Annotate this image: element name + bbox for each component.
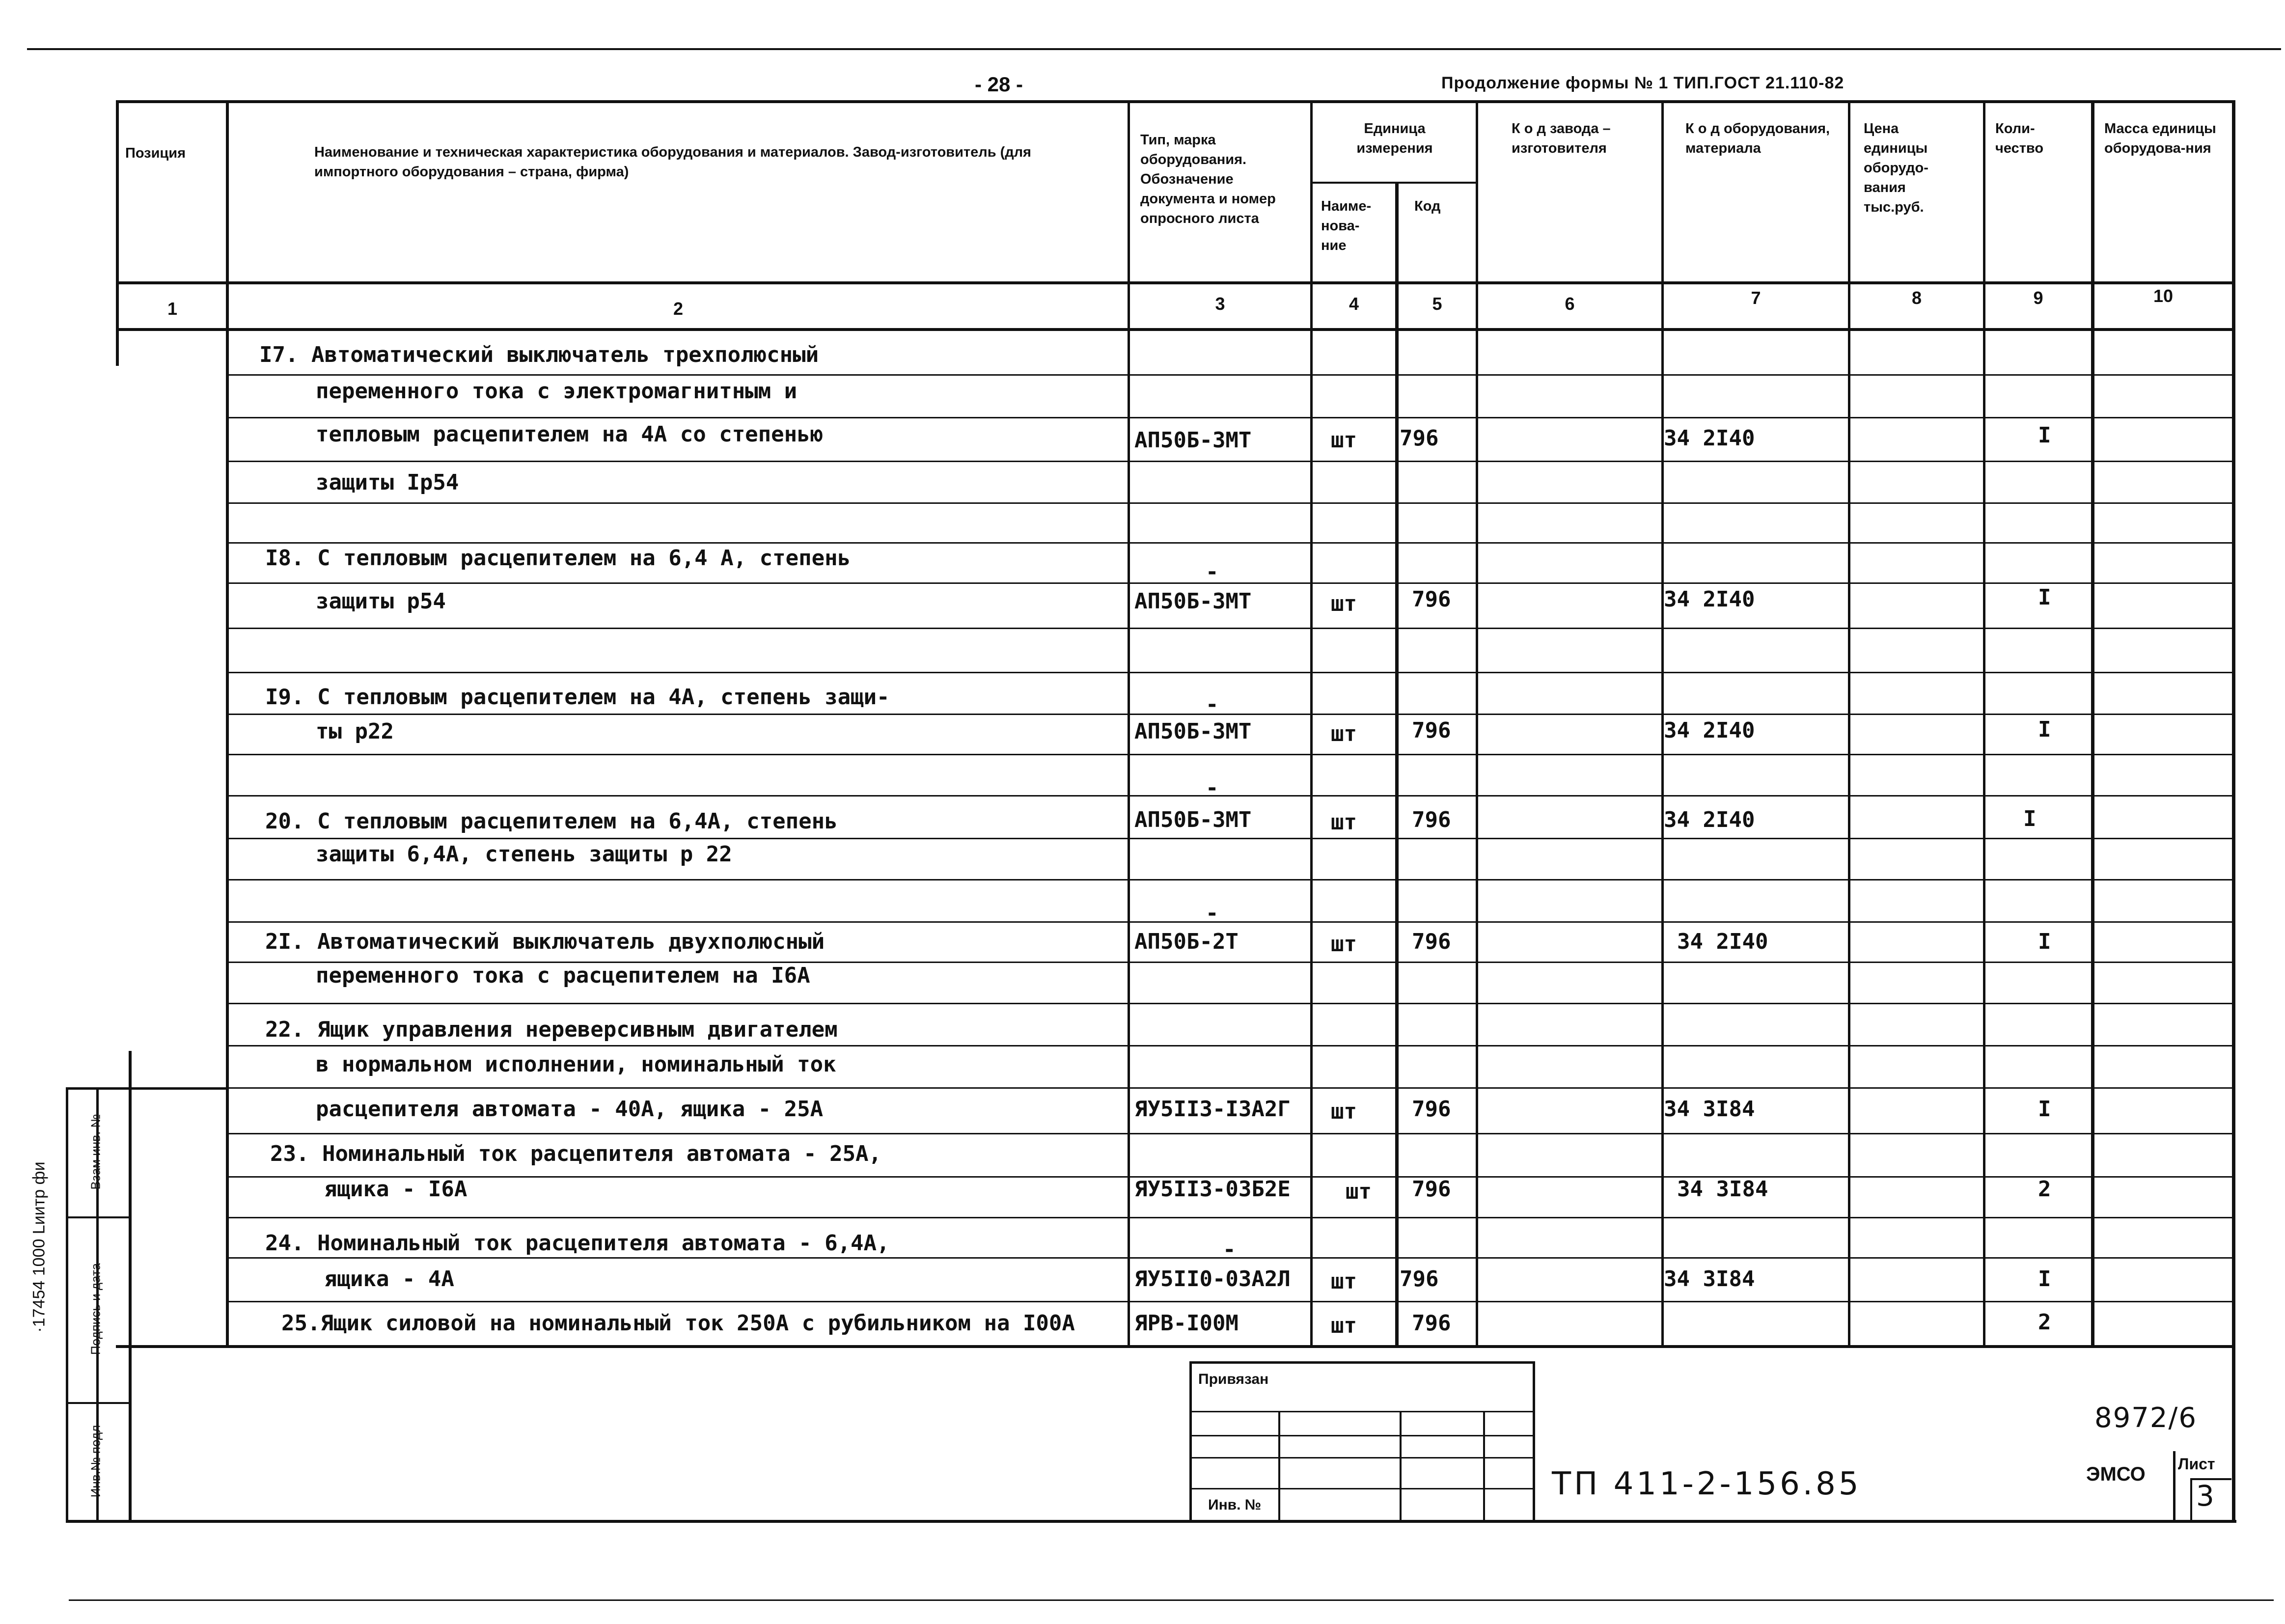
column-number: 5 bbox=[1432, 294, 1442, 314]
column-number: 1 bbox=[167, 299, 178, 319]
row-type: АП50Б-3МТ bbox=[1134, 589, 1252, 614]
header-factory-code: К о д завода – изготовителя bbox=[1512, 121, 1611, 156]
row-name: защиты 6,4А, степень защиты р 22 bbox=[316, 842, 732, 867]
row-unit-code: 796 bbox=[1412, 1311, 1451, 1336]
row-unit: шт bbox=[1331, 932, 1357, 957]
row-name: защиты Ip54 bbox=[316, 470, 459, 495]
row-unit-code: 796 bbox=[1412, 1097, 1451, 1122]
row-name: переменного тока с электромагнитным и bbox=[316, 379, 798, 404]
column-number: 2 bbox=[673, 299, 684, 319]
row-unit-code: 796 bbox=[1400, 426, 1439, 451]
row-name: I9. С тепловым расцепителем на 4А, степень защи- bbox=[265, 685, 890, 710]
header-unit-price: Цена единицы оборудо-вания тыс.руб. bbox=[1864, 121, 1928, 215]
row-unit: шт bbox=[1331, 1269, 1357, 1294]
page-number: - 28 - bbox=[975, 73, 1023, 96]
header-type: Тип, марка оборудования. Обозначение документа и номер опросного листа bbox=[1140, 132, 1276, 226]
row-type: ЯУ5II3-I3А2Г bbox=[1134, 1097, 1291, 1122]
header-position: Позиция bbox=[125, 145, 186, 161]
row-quantity: I bbox=[2023, 806, 2037, 831]
stamp-sheet-code: ЭМСО bbox=[2086, 1463, 2146, 1485]
side-label-sign-date: Подпись и дата bbox=[88, 1263, 103, 1355]
row-name: в нормальном исполнении, номинальный ток bbox=[316, 1052, 836, 1077]
row-type: АП50Б-3МТ bbox=[1134, 807, 1252, 832]
row-equipment-code: 34 3I84 bbox=[1664, 1266, 1755, 1292]
column-number: 6 bbox=[1565, 294, 1575, 314]
side-label-vzam-inv: Взам инв. № bbox=[88, 1114, 103, 1190]
column-number: 8 bbox=[1911, 288, 1922, 308]
row-type: АП50Б-3МТ bbox=[1134, 719, 1252, 744]
row-name: 23. Номинальный ток расцепителя автомата - 25А, bbox=[270, 1141, 882, 1166]
row-type: - bbox=[1206, 692, 1219, 717]
row-quantity: I bbox=[2038, 717, 2051, 742]
row-unit: шт bbox=[1331, 1313, 1357, 1338]
row-equipment-code: 34 2I40 bbox=[1664, 718, 1755, 743]
row-quantity: I bbox=[2038, 1097, 2051, 1122]
row-name: ящика - I6А bbox=[324, 1177, 468, 1202]
row-equipment-code: 34 2I40 bbox=[1677, 929, 1768, 954]
column-number: 9 bbox=[2033, 288, 2043, 308]
row-type: ЯУ5II3-03Б2Е bbox=[1134, 1177, 1291, 1202]
column-number: 4 bbox=[1349, 294, 1359, 314]
row-unit-code: 796 bbox=[1412, 718, 1451, 743]
header-quantity: Коли-чество bbox=[1995, 121, 2044, 156]
header-unit-name: Наиме-нова-ние bbox=[1321, 198, 1372, 253]
row-equipment-code: 34 2I40 bbox=[1664, 807, 1755, 832]
header-name: Наименование и техническая характеристика оборудования и материалов. Завод-изготовитель (для импортного оборудования – страна, фирма) bbox=[314, 144, 1031, 180]
row-unit-code: 796 bbox=[1412, 587, 1451, 612]
stamp-drawing-number: 8972/6 bbox=[2094, 1402, 2198, 1434]
row-unit: шт bbox=[1331, 591, 1357, 616]
row-unit: шт bbox=[1331, 810, 1357, 835]
form-label: Продолжение формы № 1 ТИП.ГОСТ 21.110-82 bbox=[1441, 74, 1845, 92]
row-unit-code: 796 bbox=[1400, 1266, 1439, 1292]
row-type: - bbox=[1206, 775, 1219, 800]
row-name: I7. Автоматический выключатель трехполюсный bbox=[259, 342, 819, 367]
row-name: защиты р54 bbox=[316, 589, 446, 614]
row-unit: шт bbox=[1331, 721, 1357, 746]
column-number: 10 bbox=[2153, 286, 2174, 306]
row-name: 24. Номинальный ток расцепителя автомата - 6,4А, bbox=[265, 1231, 890, 1256]
row-type: ЯУ5II0-03А2Л bbox=[1134, 1266, 1291, 1292]
side-handwritten-note: ·17454 1000 Lиитр фи bbox=[29, 1161, 49, 1333]
column-number: 3 bbox=[1215, 294, 1225, 314]
column-number: 7 bbox=[1751, 288, 1761, 308]
row-type: - bbox=[1206, 559, 1219, 584]
row-unit-code: 796 bbox=[1412, 929, 1451, 954]
stamp-doc-number: ТП 411-2-156.85 bbox=[1552, 1466, 1862, 1502]
stamp-inv-no: Инв. № bbox=[1208, 1497, 1262, 1513]
row-unit-code: 796 bbox=[1412, 807, 1451, 832]
row-name: 2I. Автоматический выключатель двухполюсный bbox=[265, 929, 825, 954]
row-name: 22. Ящик управления нереверсивным двигателем bbox=[265, 1017, 838, 1042]
row-name: 25.Ящик силовой на номинальный ток 250А с рубильником на I00А bbox=[281, 1311, 1075, 1336]
row-name: ты р22 bbox=[316, 719, 394, 744]
stamp-privyazan: Привязан bbox=[1198, 1371, 1269, 1387]
row-equipment-code: 34 3I84 bbox=[1664, 1097, 1755, 1122]
side-label-inv-podl: Инв.№ подл bbox=[88, 1425, 103, 1498]
row-name: I8. С тепловым расцепителем на 6,4 А, степень bbox=[265, 546, 851, 571]
row-unit-code: 796 bbox=[1412, 1177, 1451, 1202]
row-type: - bbox=[1206, 901, 1219, 926]
row-equipment-code: 34 2I40 bbox=[1664, 587, 1755, 612]
stamp-sheet-label: Лист bbox=[2178, 1455, 2215, 1473]
row-unit: шт bbox=[1346, 1179, 1372, 1204]
header-unit-code: Код bbox=[1414, 198, 1441, 214]
row-name: расцепителя автомата - 40А, ящика - 25А bbox=[316, 1097, 824, 1122]
row-quantity: 2 bbox=[2038, 1310, 2051, 1335]
bottom-rule bbox=[69, 1599, 2274, 1601]
top-rule bbox=[27, 48, 2281, 50]
row-name: переменного тока с расцепителем на I6А bbox=[316, 963, 810, 988]
row-quantity: I bbox=[2038, 929, 2051, 954]
row-type: АП50Б-2Т bbox=[1134, 929, 1239, 954]
stamp-sheet-number: 3 bbox=[2196, 1479, 2217, 1513]
row-name: тепловым расцепителем на 4А со степенью bbox=[316, 422, 824, 447]
row-equipment-code: 34 3I84 bbox=[1677, 1177, 1768, 1202]
row-name: ящика - 4А bbox=[324, 1266, 454, 1292]
row-type: ЯРВ-I00М bbox=[1134, 1311, 1239, 1336]
row-type: - bbox=[1223, 1237, 1236, 1262]
row-unit: шт bbox=[1331, 428, 1357, 453]
header-equipment-code: К о д оборудования, материала bbox=[1685, 121, 1830, 156]
header-unit-mass: Масса единицы оборудова-ния bbox=[2104, 121, 2216, 156]
row-quantity: I bbox=[2038, 585, 2051, 610]
row-quantity: I bbox=[2038, 423, 2051, 448]
row-type: АП50Б-3МТ bbox=[1134, 428, 1252, 453]
row-quantity: 2 bbox=[2038, 1177, 2051, 1202]
row-unit: шт bbox=[1331, 1099, 1357, 1124]
row-equipment-code: 34 2I40 bbox=[1664, 426, 1755, 451]
row-quantity: I bbox=[2038, 1266, 2051, 1292]
row-name: 20. С тепловым расцепителем на 6,4А, степень bbox=[265, 809, 838, 834]
header-unit-group: Единица измерения bbox=[1356, 121, 1433, 156]
